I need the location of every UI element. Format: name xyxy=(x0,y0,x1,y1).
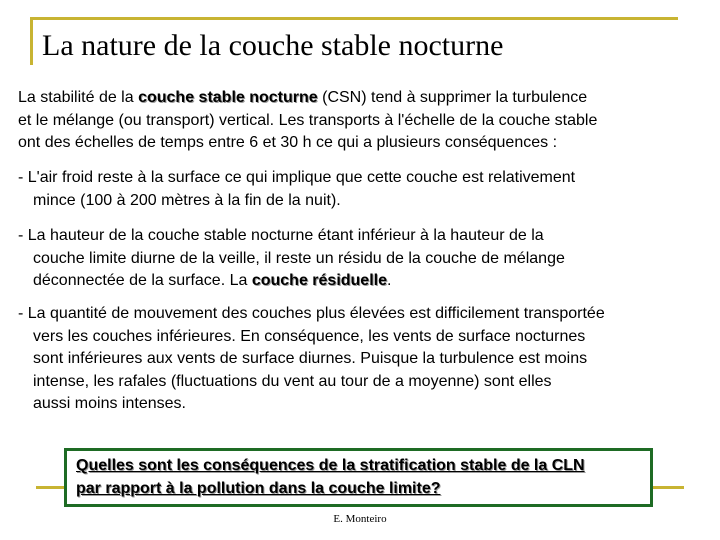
point-1-paragraph xyxy=(18,167,708,212)
question-line-1: Quelles sont les conséquences de la stratification stable de la CLN xyxy=(76,457,585,474)
question-text xyxy=(76,455,585,500)
point-2-line-1: - La hauteur de la couche stable nocturne étant inférieur à la hauteur de la xyxy=(18,227,544,244)
term-couche-stable-nocturne: couche stable nocturne xyxy=(138,89,318,106)
point-3-line-3: sont inférieures aux vents de surface diurnes. Puisque la turbulence est moins xyxy=(33,350,588,367)
point-3-line-5: aussi moins intenses. xyxy=(33,395,186,412)
intro-line-1: La stabilité de la couche stable nocturne (CSN) tend à supprimer la turbulence xyxy=(18,89,588,106)
title-frame-top-rule xyxy=(30,17,678,20)
point-3-line-1: - La quantité de mouvement des couches plus élevées est difficilement transportée xyxy=(18,305,605,322)
point-1-line-1: - L'air froid reste à la surface ce qui implique que cette couche est relativement xyxy=(18,169,576,186)
footer-author: E. Monteiro xyxy=(333,513,387,525)
point-3-line-4: intense, les rafales (fluctuations du vent au tour de a moyenne) sont elles xyxy=(33,372,552,390)
point-2-paragraph xyxy=(18,225,708,293)
point-1-line-2: mince (100 à 200 mètres à la fin de la nuit). xyxy=(33,191,341,209)
title-frame-left-rule xyxy=(30,17,33,65)
question-right-rule xyxy=(652,486,684,489)
term-couche-residuelle: couche résiduelle xyxy=(251,272,387,289)
point-3-paragraph xyxy=(18,303,708,416)
question-line-2: par rapport à la pollution dans la couche limite? xyxy=(76,479,441,497)
slide-title: La nature de la couche stable nocturne xyxy=(42,29,504,62)
intro-line-2: et le mélange (ou transport) vertical. Les transports à l'échelle de la couche stable xyxy=(18,111,598,129)
intro-paragraph xyxy=(18,87,708,155)
question-box xyxy=(64,448,653,507)
point-3-line-2: vers les couches inférieures. En conséquence, les vents de surface nocturnes xyxy=(33,327,586,345)
intro-line-3: ont des échelles de temps entre 6 et 30 h ce qui a plusieurs conséquences : xyxy=(18,134,558,151)
point-2-line-2: couche limite diurne de la veille, il reste un résidu de la couche de mélange xyxy=(33,249,565,267)
question-left-rule xyxy=(36,486,66,489)
point-2-line-3: déconnectée de la surface. La couche résiduelle. xyxy=(33,272,392,289)
